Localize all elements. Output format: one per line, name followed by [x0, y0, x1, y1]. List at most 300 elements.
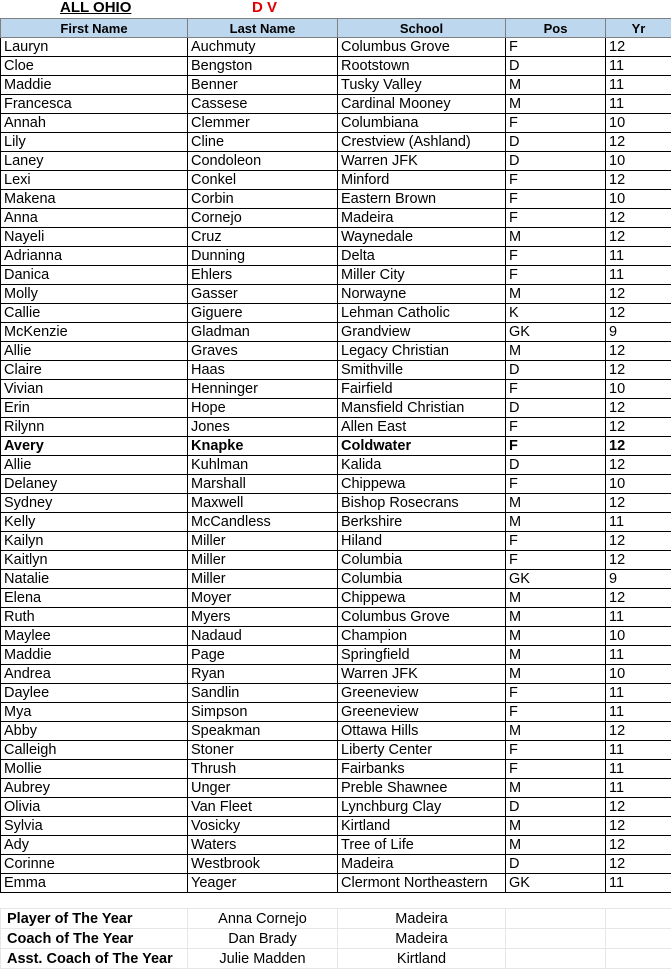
yr-cell: 10: [606, 152, 671, 171]
table-row: [1, 817, 671, 836]
last-name-cell: Stoner: [188, 741, 338, 760]
pos-cell: D: [506, 57, 606, 76]
school-cell: Columbia: [338, 551, 506, 570]
pos-cell: M: [506, 589, 606, 608]
yr-cell: 12: [606, 456, 671, 475]
empty-cell: [506, 929, 606, 949]
last-name-cell: Speakman: [188, 722, 338, 741]
school-cell: Warren JFK: [338, 152, 506, 171]
table-row: [1, 627, 671, 646]
pos-cell: D: [506, 399, 606, 418]
pos-cell: F: [506, 703, 606, 722]
award-label: Asst. Coach of The Year: [1, 949, 188, 969]
last-name-cell: Yeager: [188, 874, 338, 893]
school-cell: Columbus Grove: [338, 608, 506, 627]
yr-cell: 12: [606, 437, 671, 456]
school-cell: Greeneview: [338, 684, 506, 703]
school-cell: Smithville: [338, 361, 506, 380]
column-header-last-name: Last Name: [188, 19, 338, 38]
school-cell: Warren JFK: [338, 665, 506, 684]
award-school: Madeira: [338, 929, 506, 949]
last-name-cell: Cruz: [188, 228, 338, 247]
table-row: [1, 532, 671, 551]
yr-cell: 11: [606, 779, 671, 798]
yr-cell: 12: [606, 285, 671, 304]
table-row: [1, 228, 671, 247]
last-name-cell: Ehlers: [188, 266, 338, 285]
column-header-yr: Yr: [606, 19, 671, 38]
table-row: [1, 209, 671, 228]
pos-cell: F: [506, 760, 606, 779]
yr-cell: 9: [606, 570, 671, 589]
pos-cell: F: [506, 551, 606, 570]
last-name-cell: Myers: [188, 608, 338, 627]
school-cell: Greeneview: [338, 703, 506, 722]
table-row: [1, 570, 671, 589]
school-cell: Madeira: [338, 855, 506, 874]
table-row: [1, 684, 671, 703]
first-name-cell: Claire: [1, 361, 188, 380]
pos-cell: F: [506, 437, 606, 456]
roster-body: [1, 38, 671, 893]
first-name-cell: Francesca: [1, 95, 188, 114]
first-name-cell: Kaitlyn: [1, 551, 188, 570]
last-name-cell: Miller: [188, 570, 338, 589]
last-name-cell: Thrush: [188, 760, 338, 779]
last-name-cell: Maxwell: [188, 494, 338, 513]
first-name-cell: Kelly: [1, 513, 188, 532]
last-name-cell: Gladman: [188, 323, 338, 342]
last-name-cell: Clemmer: [188, 114, 338, 133]
school-cell: Rootstown: [338, 57, 506, 76]
first-name-cell: Lexi: [1, 171, 188, 190]
table-row: [1, 855, 671, 874]
title-row: [0, 0, 671, 18]
award-name: Julie Madden: [188, 949, 338, 969]
yr-cell: 11: [606, 76, 671, 95]
school-cell: Waynedale: [338, 228, 506, 247]
table-row: [1, 133, 671, 152]
school-cell: Kalida: [338, 456, 506, 475]
yr-cell: 12: [606, 228, 671, 247]
first-name-cell: Corinne: [1, 855, 188, 874]
yr-cell: 10: [606, 380, 671, 399]
first-name-cell: Sydney: [1, 494, 188, 513]
yr-cell: 11: [606, 646, 671, 665]
table-row: [1, 304, 671, 323]
yr-cell: 11: [606, 684, 671, 703]
yr-cell: 12: [606, 209, 671, 228]
first-name-cell: Danica: [1, 266, 188, 285]
table-row: [1, 285, 671, 304]
yr-cell: 10: [606, 475, 671, 494]
column-header-pos: Pos: [506, 19, 606, 38]
last-name-cell: Benner: [188, 76, 338, 95]
yr-cell: 12: [606, 38, 671, 57]
first-name-cell: Anna: [1, 209, 188, 228]
column-header-school: School: [338, 19, 506, 38]
last-name-cell: Henninger: [188, 380, 338, 399]
first-name-cell: Maylee: [1, 627, 188, 646]
school-cell: Liberty Center: [338, 741, 506, 760]
pos-cell: D: [506, 133, 606, 152]
pos-cell: F: [506, 190, 606, 209]
last-name-cell: Gasser: [188, 285, 338, 304]
school-cell: Columbia: [338, 570, 506, 589]
school-cell: Bishop Rosecrans: [338, 494, 506, 513]
award-row: [1, 929, 671, 949]
yr-cell: 11: [606, 57, 671, 76]
school-cell: Hiland: [338, 532, 506, 551]
table-row: [1, 437, 671, 456]
first-name-cell: Mya: [1, 703, 188, 722]
school-cell: Tree of Life: [338, 836, 506, 855]
pos-cell: F: [506, 171, 606, 190]
award-row: [1, 949, 671, 969]
pos-cell: M: [506, 627, 606, 646]
pos-cell: D: [506, 152, 606, 171]
first-name-cell: Maddie: [1, 646, 188, 665]
last-name-cell: Miller: [188, 551, 338, 570]
table-row: [1, 494, 671, 513]
first-name-cell: Allie: [1, 342, 188, 361]
table-row: [1, 475, 671, 494]
table-row: [1, 114, 671, 133]
first-name-cell: Lauryn: [1, 38, 188, 57]
school-cell: Cardinal Mooney: [338, 95, 506, 114]
yr-cell: 10: [606, 665, 671, 684]
first-name-cell: Calleigh: [1, 741, 188, 760]
table-row: [1, 589, 671, 608]
table-row: [1, 95, 671, 114]
table-row: [1, 266, 671, 285]
first-name-cell: Allie: [1, 456, 188, 475]
table-row: [1, 418, 671, 437]
last-name-cell: Giguere: [188, 304, 338, 323]
yr-cell: 12: [606, 589, 671, 608]
yr-cell: 11: [606, 95, 671, 114]
school-cell: Preble Shawnee: [338, 779, 506, 798]
last-name-cell: Ryan: [188, 665, 338, 684]
pos-cell: F: [506, 380, 606, 399]
last-name-cell: Hope: [188, 399, 338, 418]
yr-cell: 12: [606, 418, 671, 437]
first-name-cell: Olivia: [1, 798, 188, 817]
table-row: [1, 38, 671, 57]
award-name: Anna Cornejo: [188, 909, 338, 929]
first-name-cell: Natalie: [1, 570, 188, 589]
first-name-cell: Vivian: [1, 380, 188, 399]
pos-cell: M: [506, 722, 606, 741]
yr-cell: 11: [606, 741, 671, 760]
yr-cell: 12: [606, 342, 671, 361]
table-row: [1, 874, 671, 893]
last-name-cell: Vosicky: [188, 817, 338, 836]
yr-cell: 12: [606, 361, 671, 380]
yr-cell: 11: [606, 513, 671, 532]
table-row: [1, 323, 671, 342]
school-cell: Norwayne: [338, 285, 506, 304]
school-cell: Kirtland: [338, 817, 506, 836]
school-cell: Clermont Northeastern: [338, 874, 506, 893]
school-cell: Mansfield Christian: [338, 399, 506, 418]
table-row: [1, 171, 671, 190]
pos-cell: F: [506, 38, 606, 57]
pos-cell: F: [506, 247, 606, 266]
awards-table: [0, 908, 671, 969]
first-name-cell: Lily: [1, 133, 188, 152]
pos-cell: D: [506, 798, 606, 817]
last-name-cell: Waters: [188, 836, 338, 855]
table-row: [1, 741, 671, 760]
pos-cell: M: [506, 494, 606, 513]
last-name-cell: Knapke: [188, 437, 338, 456]
first-name-cell: Nayeli: [1, 228, 188, 247]
yr-cell: 10: [606, 627, 671, 646]
pos-cell: M: [506, 285, 606, 304]
pos-cell: F: [506, 209, 606, 228]
table-row: [1, 646, 671, 665]
yr-cell: 11: [606, 608, 671, 627]
first-name-cell: Ady: [1, 836, 188, 855]
pos-cell: M: [506, 817, 606, 836]
pos-cell: M: [506, 95, 606, 114]
pos-cell: M: [506, 342, 606, 361]
roster-table: [0, 18, 671, 893]
last-name-cell: Cline: [188, 133, 338, 152]
school-cell: Legacy Christian: [338, 342, 506, 361]
table-row: [1, 665, 671, 684]
school-cell: Ottawa Hills: [338, 722, 506, 741]
table-row: [1, 190, 671, 209]
table-row: [1, 836, 671, 855]
award-name: Dan Brady: [188, 929, 338, 949]
school-cell: Miller City: [338, 266, 506, 285]
last-name-cell: Page: [188, 646, 338, 665]
last-name-cell: Sandlin: [188, 684, 338, 703]
school-cell: Minford: [338, 171, 506, 190]
first-name-cell: Aubrey: [1, 779, 188, 798]
school-cell: Columbus Grove: [338, 38, 506, 57]
pos-cell: D: [506, 361, 606, 380]
table-row: [1, 342, 671, 361]
school-cell: Chippewa: [338, 589, 506, 608]
last-name-cell: Dunning: [188, 247, 338, 266]
empty-cell: [506, 909, 606, 929]
division-label: D V: [252, 0, 278, 16]
first-name-cell: Callie: [1, 304, 188, 323]
pos-cell: M: [506, 665, 606, 684]
pos-cell: M: [506, 836, 606, 855]
first-name-cell: Abby: [1, 722, 188, 741]
yr-cell: 10: [606, 114, 671, 133]
pos-cell: K: [506, 304, 606, 323]
pos-cell: F: [506, 418, 606, 437]
last-name-cell: Simpson: [188, 703, 338, 722]
first-name-cell: Ruth: [1, 608, 188, 627]
school-cell: Fairbanks: [338, 760, 506, 779]
pos-cell: F: [506, 684, 606, 703]
last-name-cell: McCandless: [188, 513, 338, 532]
table-row: [1, 798, 671, 817]
school-cell: Fairfield: [338, 380, 506, 399]
pos-cell: D: [506, 855, 606, 874]
last-name-cell: Unger: [188, 779, 338, 798]
table-row: [1, 703, 671, 722]
table-row: [1, 779, 671, 798]
yr-cell: 9: [606, 323, 671, 342]
first-name-cell: Molly: [1, 285, 188, 304]
first-name-cell: Daylee: [1, 684, 188, 703]
last-name-cell: Conkel: [188, 171, 338, 190]
school-cell: Grandview: [338, 323, 506, 342]
yr-cell: 11: [606, 266, 671, 285]
pos-cell: M: [506, 608, 606, 627]
yr-cell: 12: [606, 171, 671, 190]
first-name-cell: Adrianna: [1, 247, 188, 266]
last-name-cell: Cassese: [188, 95, 338, 114]
award-label: Coach of The Year: [1, 929, 188, 949]
school-cell: Lehman Catholic: [338, 304, 506, 323]
school-cell: Springfield: [338, 646, 506, 665]
yr-cell: 12: [606, 304, 671, 323]
school-cell: Crestview (Ashland): [338, 133, 506, 152]
school-cell: Columbiana: [338, 114, 506, 133]
school-cell: Lynchburg Clay: [338, 798, 506, 817]
pos-cell: F: [506, 475, 606, 494]
last-name-cell: Marshall: [188, 475, 338, 494]
school-cell: Tusky Valley: [338, 76, 506, 95]
first-name-cell: Maddie: [1, 76, 188, 95]
last-name-cell: Condoleon: [188, 152, 338, 171]
yr-cell: 12: [606, 532, 671, 551]
last-name-cell: Van Fleet: [188, 798, 338, 817]
table-row: [1, 456, 671, 475]
award-label: Player of The Year: [1, 909, 188, 929]
pos-cell: D: [506, 456, 606, 475]
school-cell: Chippewa: [338, 475, 506, 494]
school-cell: Allen East: [338, 418, 506, 437]
table-row: [1, 76, 671, 95]
last-name-cell: Miller: [188, 532, 338, 551]
first-name-cell: Makena: [1, 190, 188, 209]
yr-cell: 11: [606, 247, 671, 266]
pos-cell: GK: [506, 323, 606, 342]
yr-cell: 12: [606, 133, 671, 152]
school-cell: Berkshire: [338, 513, 506, 532]
yr-cell: 12: [606, 399, 671, 418]
last-name-cell: Auchmuty: [188, 38, 338, 57]
first-name-cell: Emma: [1, 874, 188, 893]
table-row: [1, 247, 671, 266]
last-name-cell: Nadaud: [188, 627, 338, 646]
empty-cell: [606, 929, 671, 949]
first-name-cell: Kailyn: [1, 532, 188, 551]
yr-cell: 12: [606, 722, 671, 741]
yr-cell: 12: [606, 836, 671, 855]
pos-cell: GK: [506, 874, 606, 893]
first-name-cell: Laney: [1, 152, 188, 171]
first-name-cell: McKenzie: [1, 323, 188, 342]
school-cell: Coldwater: [338, 437, 506, 456]
column-header-first-name: First Name: [1, 19, 188, 38]
table-row: [1, 722, 671, 741]
first-name-cell: Delaney: [1, 475, 188, 494]
last-name-cell: Jones: [188, 418, 338, 437]
school-cell: Eastern Brown: [338, 190, 506, 209]
header-row: [1, 19, 671, 38]
pos-cell: M: [506, 76, 606, 95]
school-cell: Delta: [338, 247, 506, 266]
yr-cell: 11: [606, 874, 671, 893]
last-name-cell: Graves: [188, 342, 338, 361]
last-name-cell: Moyer: [188, 589, 338, 608]
first-name-cell: Sylvia: [1, 817, 188, 836]
pos-cell: M: [506, 646, 606, 665]
last-name-cell: Westbrook: [188, 855, 338, 874]
table-row: [1, 399, 671, 418]
school-cell: Madeira: [338, 209, 506, 228]
table-row: [1, 608, 671, 627]
empty-cell: [606, 949, 671, 969]
table-row: [1, 760, 671, 779]
award-school: Madeira: [338, 909, 506, 929]
empty-cell: [606, 909, 671, 929]
pos-cell: F: [506, 114, 606, 133]
last-name-cell: Bengston: [188, 57, 338, 76]
yr-cell: 12: [606, 494, 671, 513]
yr-cell: 12: [606, 855, 671, 874]
first-name-cell: Andrea: [1, 665, 188, 684]
yr-cell: 12: [606, 551, 671, 570]
last-name-cell: Haas: [188, 361, 338, 380]
first-name-cell: Mollie: [1, 760, 188, 779]
first-name-cell: Annah: [1, 114, 188, 133]
last-name-cell: Kuhlman: [188, 456, 338, 475]
pos-cell: F: [506, 741, 606, 760]
pos-cell: GK: [506, 570, 606, 589]
table-row: [1, 57, 671, 76]
pos-cell: F: [506, 266, 606, 285]
first-name-cell: Rilynn: [1, 418, 188, 437]
first-name-cell: Avery: [1, 437, 188, 456]
first-name-cell: Cloe: [1, 57, 188, 76]
yr-cell: 11: [606, 703, 671, 722]
table-row: [1, 513, 671, 532]
first-name-cell: Elena: [1, 589, 188, 608]
yr-cell: 12: [606, 798, 671, 817]
award-school: Kirtland: [338, 949, 506, 969]
award-row: [1, 909, 671, 929]
last-name-cell: Cornejo: [188, 209, 338, 228]
pos-cell: M: [506, 513, 606, 532]
pos-cell: F: [506, 532, 606, 551]
last-name-cell: Corbin: [188, 190, 338, 209]
first-name-cell: Erin: [1, 399, 188, 418]
school-cell: Champion: [338, 627, 506, 646]
table-row: [1, 380, 671, 399]
yr-cell: 10: [606, 190, 671, 209]
pos-cell: M: [506, 779, 606, 798]
yr-cell: 12: [606, 817, 671, 836]
empty-cell: [506, 949, 606, 969]
table-row: [1, 152, 671, 171]
sheet-title: ALL OHIO: [60, 0, 132, 16]
table-row: [1, 361, 671, 380]
table-row: [1, 551, 671, 570]
pos-cell: M: [506, 228, 606, 247]
yr-cell: 11: [606, 760, 671, 779]
